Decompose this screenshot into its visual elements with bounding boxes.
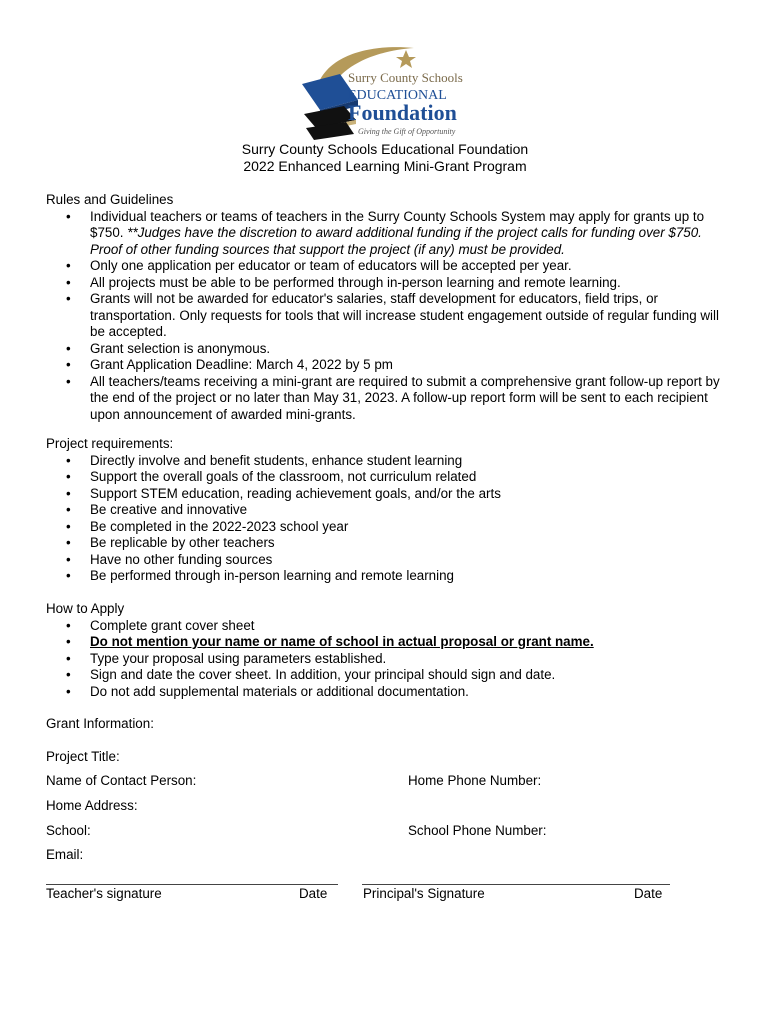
bullet: • (66, 258, 71, 273)
requirement-text: Be completed in the 2022-2023 school year (90, 518, 349, 534)
list-item (46, 469, 736, 486)
list-item (46, 374, 736, 424)
teacher-signature-label: Teacher's signature (46, 886, 162, 901)
school-phone-label: School Phone Number: (408, 823, 547, 838)
apply-text: Complete grant cover sheet (90, 617, 255, 633)
bullet: • (66, 535, 71, 550)
bullet: • (66, 683, 71, 699)
apply-text: Sign and date the cover sheet. In addition, your principal should sign and date. (90, 667, 556, 682)
logo-line3: Foundation (348, 100, 457, 125)
requirements-section (46, 436, 736, 585)
principal-signature-label: Principal's Signature (363, 886, 485, 901)
apply-heading: How to Apply (46, 601, 125, 616)
rule-text: Individual teachers or teams of teachers in the Surry County Schools System may apply for grants up to $750. (90, 208, 705, 240)
rule-text: Grants will not be awarded for educator's salaries, staff development for educators, field trips, or transportation. Only requests for tools that will increase student engagement outside of regular funding will be accepted. (90, 291, 719, 339)
requirement-text: Have no other funding sources (90, 551, 273, 567)
home-address-label: Home Address: (46, 798, 138, 813)
bullet: • (66, 650, 71, 666)
bullet: • (66, 373, 71, 389)
list-item (46, 667, 736, 684)
requirement-text: Directly involve and benefit students, enhance student learning (90, 452, 463, 468)
list-item (46, 519, 736, 536)
teacher-date-label: Date (299, 886, 328, 901)
list-item (46, 357, 736, 374)
list-item (46, 535, 736, 552)
requirement-text: Be creative and innovative (90, 502, 248, 517)
logo-line2: EDUCATIONAL (348, 88, 447, 103)
apply-warning-text: Do not mention your name or name of school in actual proposal or grant name. (90, 634, 594, 649)
list-item (46, 552, 736, 569)
star-icon (396, 50, 416, 68)
requirement-text: Be performed through in-person learning and remote learning (90, 568, 454, 583)
grant-info-heading: Grant Information: (46, 716, 154, 731)
school-label: School: (46, 823, 91, 838)
home-phone-label: Home Phone Number: (408, 773, 542, 788)
bullet: • (66, 502, 71, 517)
bullet: • (66, 518, 71, 534)
list-item (46, 453, 736, 470)
bullet: • (66, 357, 71, 372)
requirement-text: Support STEM education, reading achievement goals, and/or the arts (90, 485, 501, 501)
list-item (46, 341, 736, 358)
list-item (46, 209, 736, 259)
apply-text: Type your proposal using parameters established. (90, 650, 387, 666)
rule-text: Only one application per educator or team of educators will be accepted per year. (90, 258, 572, 273)
list-item (46, 568, 736, 585)
bullet: • (66, 452, 71, 468)
requirement-text: Be replicable by other teachers (90, 535, 275, 550)
requirements-heading: Project requirements: (46, 436, 174, 451)
list-item (46, 291, 736, 341)
bullet: • (66, 568, 71, 583)
apply-text: Do not add supplemental materials or additional documentation. (90, 683, 469, 699)
rule-text: Grant selection is anonymous. (90, 340, 271, 356)
apply-list (46, 618, 736, 701)
rule-italic-note: **Judges have the discretion to award additional funding if the project calls for funding over $750. Proof of other funding sources that support the project (if any) must be provided. (90, 225, 702, 257)
bullet: • (66, 485, 71, 501)
bullet: • (66, 667, 71, 682)
bullet: • (66, 634, 71, 649)
bullet: • (66, 469, 71, 484)
bullet: • (66, 340, 71, 356)
requirements-list (46, 453, 736, 585)
list-item (46, 634, 736, 651)
bullet: • (66, 551, 71, 567)
rule-text: All teachers/teams receiving a mini-grant are required to submit a comprehensive grant follow-up report by the end of the project or no later than May 31, 2023. A follow-up report form will be sent to each recipient upon announcement of awarded mini-grants. (90, 373, 720, 422)
bullet: • (66, 617, 71, 633)
apply-section (46, 601, 736, 700)
logo-line1: Surry County Schools (348, 70, 463, 85)
logo-tagline: Giving the Gift of Opportunity (358, 127, 456, 136)
principal-date-label: Date (634, 886, 663, 901)
rule-text: All projects must be able to be performed through in-person learning and remote learning. (90, 274, 621, 290)
rule-text: Grant Application Deadline: March 4, 2022 by 5 pm (90, 357, 393, 372)
bullet: • (66, 274, 71, 290)
requirement-text: Support the overall goals of the classroom, not curriculum related (90, 469, 477, 484)
list-item (46, 258, 736, 275)
list-item (46, 275, 736, 292)
foundation-logo (296, 44, 476, 140)
bullet: • (66, 291, 71, 306)
document-title: Surry County Schools Educational Foundation (241, 141, 529, 157)
principal-signature-line[interactable] (362, 870, 670, 885)
bullet: • (66, 208, 71, 224)
list-item (46, 618, 736, 635)
contact-person-label: Name of Contact Person: (46, 773, 197, 788)
project-title-label: Project Title: (46, 749, 120, 764)
teacher-signature-line[interactable] (46, 870, 338, 885)
rules-list (46, 209, 736, 424)
list-item (46, 651, 736, 668)
list-item (46, 684, 736, 701)
list-item (46, 486, 736, 503)
rules-heading: Rules and Guidelines (46, 192, 174, 207)
list-item (46, 502, 736, 519)
rules-section (46, 192, 736, 423)
document-subtitle: 2022 Enhanced Learning Mini-Grant Program (243, 158, 527, 174)
email-label: Email: (46, 847, 84, 862)
